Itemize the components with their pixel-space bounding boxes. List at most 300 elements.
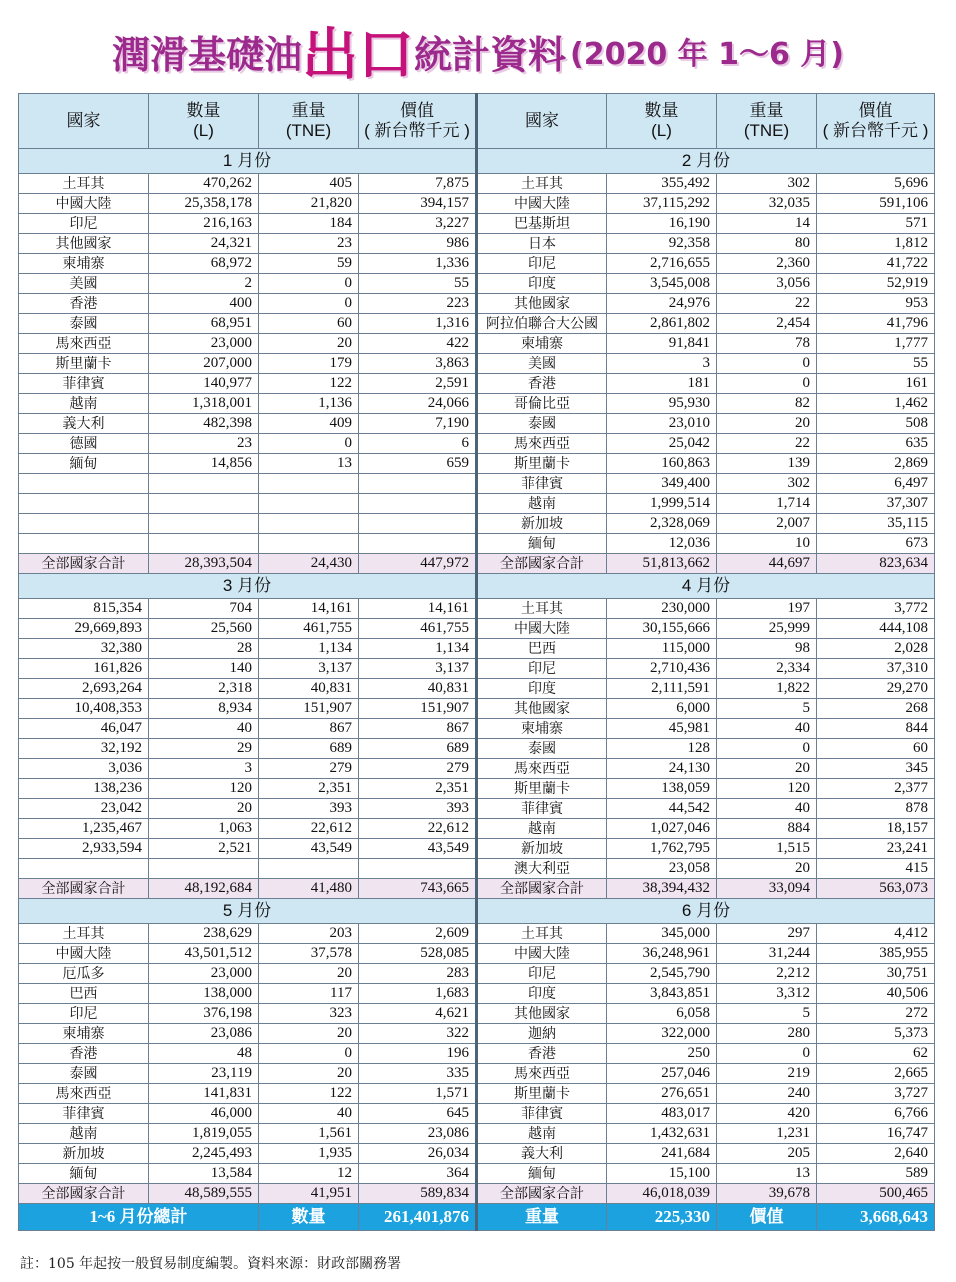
month-header-row — [19, 149, 935, 174]
country-cell: 柬埔寨 — [477, 719, 607, 739]
table-row — [19, 454, 935, 474]
value-cell: 2,351 — [259, 779, 359, 799]
country-cell: 阿拉伯聯合大公國 — [477, 314, 607, 334]
value-cell: 5,696 — [817, 174, 935, 194]
total-weight: 41,951 — [259, 1184, 359, 1204]
quantity-cell: 92,358 — [607, 234, 717, 254]
country-cell: 印尼 — [19, 214, 149, 234]
weight-cell: 82 — [717, 394, 817, 414]
grand-total-label: 1~6 月份總計 — [19, 1204, 259, 1231]
header-quantity — [149, 94, 259, 149]
value-cell: 40,831 — [359, 679, 477, 699]
quantity-cell: 230,000 — [607, 599, 717, 619]
weight-cell: 10 — [717, 534, 817, 554]
quantity-cell: 68,951 — [149, 314, 259, 334]
value-cell: 6 — [359, 434, 477, 454]
quantity-cell: 3,545,008 — [607, 274, 717, 294]
country-cell: 斯里蘭卡 — [19, 354, 149, 374]
weight-cell: 280 — [717, 1024, 817, 1044]
country-cell: 越南 — [19, 394, 149, 414]
value-cell — [359, 859, 477, 879]
country-cell: 義大利 — [477, 1144, 607, 1164]
weight-cell: 59 — [259, 254, 359, 274]
total-quantity: 28,393,504 — [149, 554, 259, 574]
total-weight: 44,697 — [717, 554, 817, 574]
quantity-cell: 12,036 — [607, 534, 717, 554]
grand-total-value: 3,668,643 — [817, 1204, 935, 1231]
country-cell: 新加坡 — [477, 514, 607, 534]
header-country: 國家 — [19, 94, 149, 149]
quantity-cell: 25,042 — [607, 434, 717, 454]
total-quantity: 51,813,662 — [607, 554, 717, 574]
country-cell: 緬甸 — [477, 534, 607, 554]
weight-cell: 240 — [717, 1084, 817, 1104]
country-cell: 中國大陸 — [477, 194, 607, 214]
value-cell: 43,549 — [359, 839, 477, 859]
quantity-cell: 24,321 — [149, 234, 259, 254]
weight-cell: 40 — [149, 719, 259, 739]
value-cell: 40,831 — [259, 679, 359, 699]
weight-cell: 14 — [717, 214, 817, 234]
country-cell: 德國 — [19, 434, 149, 454]
table-row — [19, 514, 935, 534]
quantity-cell: 138,000 — [149, 984, 259, 1004]
quantity-cell: 241,684 — [607, 1144, 717, 1164]
weight-cell: 32,035 — [717, 194, 817, 214]
country-cell: 越南 — [477, 494, 607, 514]
value-cell: 196 — [359, 1044, 477, 1064]
weight-cell: 302 — [717, 174, 817, 194]
value-cell: 30,751 — [817, 964, 935, 984]
total-value: 589,834 — [359, 1184, 477, 1204]
month-label: 1 月份 — [19, 149, 477, 174]
table-row — [19, 924, 935, 944]
quantity-cell: 32,192 — [19, 739, 149, 759]
title-main: 潤滑基礎油 — [111, 32, 302, 78]
quantity-cell — [149, 514, 259, 534]
country-cell: 印尼 — [477, 659, 607, 679]
quantity-cell: 46,047 — [19, 719, 149, 739]
table-row — [19, 839, 935, 859]
value-cell: 1,777 — [817, 334, 935, 354]
quantity-cell: 44,542 — [607, 799, 717, 819]
quantity-cell: 1,318,001 — [149, 394, 259, 414]
quantity-cell: 470,262 — [149, 174, 259, 194]
value-cell: 161 — [817, 374, 935, 394]
header-weight-unit: (TNE) — [743, 121, 790, 140]
value-cell: 345 — [817, 759, 935, 779]
value-cell: 60 — [817, 739, 935, 759]
weight-cell: 2,212 — [717, 964, 817, 984]
month-label: 2 月份 — [477, 149, 935, 174]
country-cell: 其他國家 — [19, 234, 149, 254]
value-cell: 40,506 — [817, 984, 935, 1004]
weight-cell: 1,136 — [259, 394, 359, 414]
total-weight: 33,094 — [717, 879, 817, 899]
country-cell: 新加坡 — [19, 1144, 149, 1164]
value-cell: 4,621 — [359, 1004, 477, 1024]
country-cell: 馬來西亞 — [19, 334, 149, 354]
table-row — [19, 944, 935, 964]
value-cell: 55 — [817, 354, 935, 374]
quantity-cell: 482,398 — [149, 414, 259, 434]
country-cell: 土耳其 — [477, 174, 607, 194]
country-cell: 馬來西亞 — [19, 1084, 149, 1104]
country-cell: 越南 — [477, 1124, 607, 1144]
country-cell: 印度 — [477, 274, 607, 294]
weight-cell: 2,521 — [149, 839, 259, 859]
quantity-cell: 23,042 — [19, 799, 149, 819]
table-row — [19, 234, 935, 254]
table-row — [19, 799, 935, 819]
table-row — [19, 1064, 935, 1084]
value-cell: 422 — [359, 334, 477, 354]
country-cell: 斯里蘭卡 — [477, 779, 607, 799]
quantity-cell: 1,762,795 — [607, 839, 717, 859]
quantity-cell: 257,046 — [607, 1064, 717, 1084]
quantity-cell: 43,501,512 — [149, 944, 259, 964]
total-label: 全部國家合計 — [19, 879, 149, 899]
weight-cell: 60 — [259, 314, 359, 334]
weight-cell: 1,822 — [717, 679, 817, 699]
value-cell: 6,766 — [817, 1104, 935, 1124]
quantity-cell: 2,545,790 — [607, 964, 717, 984]
quantity-cell: 1,432,631 — [607, 1124, 717, 1144]
value-cell: 2,351 — [359, 779, 477, 799]
quantity-cell: 355,492 — [607, 174, 717, 194]
header-quantity-unit: (L) — [193, 121, 214, 140]
header-value-label: 價值 — [858, 101, 893, 120]
country-cell: 泰國 — [19, 1064, 149, 1084]
quantity-cell: 13,584 — [149, 1164, 259, 1184]
header-weight-label: 重量 — [749, 101, 784, 120]
value-cell: 2,665 — [817, 1064, 935, 1084]
country-cell: 巴西 — [19, 984, 149, 1004]
value-cell: 151,907 — [259, 699, 359, 719]
grand-total-value-label: 價值 — [717, 1204, 817, 1231]
value-cell: 844 — [817, 719, 935, 739]
quantity-cell: 1,999,514 — [607, 494, 717, 514]
weight-cell: 1,561 — [259, 1124, 359, 1144]
value-cell: 6,497 — [817, 474, 935, 494]
quantity-cell: 815,354 — [19, 599, 149, 619]
value-cell: 461,755 — [259, 619, 359, 639]
country-cell: 土耳其 — [477, 599, 607, 619]
grand-total-weight: 225,330 — [607, 1204, 717, 1231]
weight-cell: 405 — [259, 174, 359, 194]
value-cell: 415 — [817, 859, 935, 879]
table-row — [19, 494, 935, 514]
value-cell: 4,412 — [817, 924, 935, 944]
total-row — [19, 1184, 935, 1204]
quantity-cell: 1,819,055 — [149, 1124, 259, 1144]
value-cell: 2,591 — [359, 374, 477, 394]
value-cell: 3,863 — [359, 354, 477, 374]
total-label: 全部國家合計 — [19, 554, 149, 574]
weight-cell: 297 — [717, 924, 817, 944]
quantity-cell: 2,716,655 — [607, 254, 717, 274]
table-row — [19, 699, 935, 719]
weight-cell: 80 — [717, 234, 817, 254]
value-cell: 43,549 — [259, 839, 359, 859]
total-value: 563,073 — [817, 879, 935, 899]
quantity-cell: 2,328,069 — [607, 514, 717, 534]
country-cell: 義大利 — [19, 414, 149, 434]
table-row — [19, 819, 935, 839]
country-cell: 美國 — [477, 354, 607, 374]
weight-cell: 25,999 — [717, 619, 817, 639]
country-cell: 香港 — [477, 1044, 607, 1064]
value-cell: 689 — [359, 739, 477, 759]
quantity-cell: 36,248,961 — [607, 944, 717, 964]
country-cell: 泰國 — [19, 314, 149, 334]
country-cell: 其他國家 — [477, 1004, 607, 1024]
country-cell: 泰國 — [477, 739, 607, 759]
country-cell: 馬來西亞 — [477, 434, 607, 454]
quantity-cell: 48 — [149, 1044, 259, 1064]
quantity-cell — [149, 494, 259, 514]
country-cell: 斯里蘭卡 — [477, 1084, 607, 1104]
weight-cell: 140 — [149, 659, 259, 679]
weight-cell: 31,244 — [717, 944, 817, 964]
table-row — [19, 659, 935, 679]
quantity-cell: 14,856 — [149, 454, 259, 474]
table-row — [19, 1164, 935, 1184]
value-cell: 272 — [817, 1004, 935, 1024]
month-header-row — [19, 574, 935, 599]
value-cell: 867 — [259, 719, 359, 739]
quantity-cell: 128 — [607, 739, 717, 759]
quantity-cell: 2,111,591 — [607, 679, 717, 699]
weight-cell: 409 — [259, 414, 359, 434]
weight-cell: 0 — [717, 354, 817, 374]
footnote: 註：105 年起按一般貿易制度編製。資料來源：財政部關務署 — [20, 1256, 402, 1272]
country-cell — [19, 494, 149, 514]
value-cell: 322 — [359, 1024, 477, 1044]
country-cell: 斯里蘭卡 — [477, 454, 607, 474]
month-header-row — [19, 899, 935, 924]
quantity-cell: 6,058 — [607, 1004, 717, 1024]
table-row — [19, 964, 935, 984]
country-cell: 印尼 — [477, 964, 607, 984]
quantity-cell: 3 — [607, 354, 717, 374]
header-weight — [717, 94, 817, 149]
weight-cell — [259, 514, 359, 534]
table-row — [19, 334, 935, 354]
value-cell: 364 — [359, 1164, 477, 1184]
value-cell: 508 — [817, 414, 935, 434]
country-cell: 中國大陸 — [19, 194, 149, 214]
quantity-cell: 2,861,802 — [607, 314, 717, 334]
country-cell: 香港 — [477, 374, 607, 394]
total-label: 全部國家合計 — [477, 554, 607, 574]
weight-cell: 0 — [259, 1044, 359, 1064]
table-row — [19, 719, 935, 739]
value-cell: 1,134 — [259, 639, 359, 659]
weight-cell: 219 — [717, 1064, 817, 1084]
table-row — [19, 254, 935, 274]
country-cell: 柬埔寨 — [477, 334, 607, 354]
value-cell: 1,462 — [817, 394, 935, 414]
weight-cell: 2,334 — [717, 659, 817, 679]
value-cell — [359, 534, 477, 554]
quantity-cell: 2,710,436 — [607, 659, 717, 679]
table-row — [19, 174, 935, 194]
value-cell: 2,640 — [817, 1144, 935, 1164]
weight-cell: 20 — [717, 759, 817, 779]
table-row — [19, 1004, 935, 1024]
weight-cell: 3,312 — [717, 984, 817, 1004]
value-cell: 335 — [359, 1064, 477, 1084]
country-cell: 厄瓜多 — [19, 964, 149, 984]
month-label: 5 月份 — [19, 899, 477, 924]
total-label: 全部國家合計 — [19, 1184, 149, 1204]
value-cell: 7,190 — [359, 414, 477, 434]
country-cell: 其他國家 — [477, 294, 607, 314]
quantity-cell: 68,972 — [149, 254, 259, 274]
weight-cell: 20 — [717, 859, 817, 879]
table-row — [19, 354, 935, 374]
quantity-cell: 16,190 — [607, 214, 717, 234]
table-row — [19, 679, 935, 699]
weight-cell: 139 — [717, 454, 817, 474]
value-cell: 35,115 — [817, 514, 935, 534]
table-row — [19, 1024, 935, 1044]
weight-cell: 12 — [259, 1164, 359, 1184]
weight-cell: 2,360 — [717, 254, 817, 274]
country-cell: 馬來西亞 — [477, 759, 607, 779]
quantity-cell: 141,831 — [149, 1084, 259, 1104]
quantity-cell: 250 — [607, 1044, 717, 1064]
table-row — [19, 984, 935, 1004]
quantity-cell: 32,380 — [19, 639, 149, 659]
weight-cell: 21,820 — [259, 194, 359, 214]
weight-cell: 20 — [717, 414, 817, 434]
quantity-cell: 2,933,594 — [19, 839, 149, 859]
weight-cell: 25,560 — [149, 619, 259, 639]
value-cell: 62 — [817, 1044, 935, 1064]
value-cell: 37,307 — [817, 494, 935, 514]
value-cell: 41,722 — [817, 254, 935, 274]
weight-cell: 323 — [259, 1004, 359, 1024]
country-cell: 柬埔寨 — [19, 254, 149, 274]
value-cell: 2,377 — [817, 779, 935, 799]
total-weight: 24,430 — [259, 554, 359, 574]
value-cell: 953 — [817, 294, 935, 314]
title-emphasis: 出口 — [302, 22, 414, 89]
total-label: 全部國家合計 — [477, 879, 607, 899]
value-cell: 867 — [359, 719, 477, 739]
value-cell: 29,270 — [817, 679, 935, 699]
quantity-cell: 400 — [149, 294, 259, 314]
value-cell: 461,755 — [359, 619, 477, 639]
page-title — [0, 22, 956, 88]
total-weight: 39,678 — [717, 1184, 817, 1204]
weight-cell: 8,934 — [149, 699, 259, 719]
quantity-cell: 3,036 — [19, 759, 149, 779]
quantity-cell: 29,669,893 — [19, 619, 149, 639]
value-cell — [359, 514, 477, 534]
quantity-cell: 1,027,046 — [607, 819, 717, 839]
table-row — [19, 1104, 935, 1124]
table-row — [19, 859, 935, 879]
value-cell: 1,336 — [359, 254, 477, 274]
weight-cell: 203 — [259, 924, 359, 944]
country-cell: 印尼 — [19, 1004, 149, 1024]
grand-total-quantity: 261,401,876 — [359, 1204, 477, 1231]
country-cell: 新加坡 — [477, 839, 607, 859]
weight-cell: 3,056 — [717, 274, 817, 294]
value-cell: 528,085 — [359, 944, 477, 964]
total-row — [19, 554, 935, 574]
value-cell: 22,612 — [259, 819, 359, 839]
quantity-cell — [19, 859, 149, 879]
value-cell: 2,869 — [817, 454, 935, 474]
quantity-cell: 23,086 — [149, 1024, 259, 1044]
weight-cell: 78 — [717, 334, 817, 354]
value-cell: 3,227 — [359, 214, 477, 234]
quantity-cell: 3,843,851 — [607, 984, 717, 1004]
weight-cell: 122 — [259, 1084, 359, 1104]
value-cell: 18,157 — [817, 819, 935, 839]
total-label: 全部國家合計 — [477, 1184, 607, 1204]
weight-cell: 1,515 — [717, 839, 817, 859]
header-value — [817, 94, 935, 149]
country-cell: 緬甸 — [477, 1164, 607, 1184]
quantity-cell: 276,651 — [607, 1084, 717, 1104]
total-quantity: 38,394,432 — [607, 879, 717, 899]
value-cell: 3,137 — [359, 659, 477, 679]
weight-cell: 704 — [149, 599, 259, 619]
value-cell: 23,241 — [817, 839, 935, 859]
quantity-cell: 23,000 — [149, 334, 259, 354]
quantity-cell: 115,000 — [607, 639, 717, 659]
quantity-cell: 24,130 — [607, 759, 717, 779]
weight-cell: 0 — [717, 374, 817, 394]
country-cell: 中國大陸 — [19, 944, 149, 964]
quantity-cell — [149, 534, 259, 554]
header-quantity-label: 數量 — [186, 101, 221, 120]
total-value: 823,634 — [817, 554, 935, 574]
table-row — [19, 214, 935, 234]
total-quantity: 48,192,684 — [149, 879, 259, 899]
country-cell: 土耳其 — [477, 924, 607, 944]
weight-cell: 13 — [259, 454, 359, 474]
header-value — [359, 94, 477, 149]
country-cell: 柬埔寨 — [19, 1024, 149, 1044]
quantity-cell: 23 — [149, 434, 259, 454]
table-row — [19, 1124, 935, 1144]
header-quantity — [607, 94, 717, 149]
country-cell: 香港 — [19, 294, 149, 314]
country-cell: 巴基斯坦 — [477, 214, 607, 234]
quantity-cell: 23,000 — [149, 964, 259, 984]
weight-cell — [259, 494, 359, 514]
value-cell: 41,796 — [817, 314, 935, 334]
weight-cell: 0 — [259, 294, 359, 314]
value-cell — [359, 494, 477, 514]
month-label: 3 月份 — [19, 574, 477, 599]
country-cell: 日本 — [477, 234, 607, 254]
quantity-cell: 238,629 — [149, 924, 259, 944]
table-row — [19, 294, 935, 314]
value-cell: 444,108 — [817, 619, 935, 639]
country-cell: 菲律賓 — [477, 474, 607, 494]
value-cell: 3,137 — [259, 659, 359, 679]
table-row — [19, 1144, 935, 1164]
quantity-cell: 23,119 — [149, 1064, 259, 1084]
quantity-cell: 10,408,353 — [19, 699, 149, 719]
